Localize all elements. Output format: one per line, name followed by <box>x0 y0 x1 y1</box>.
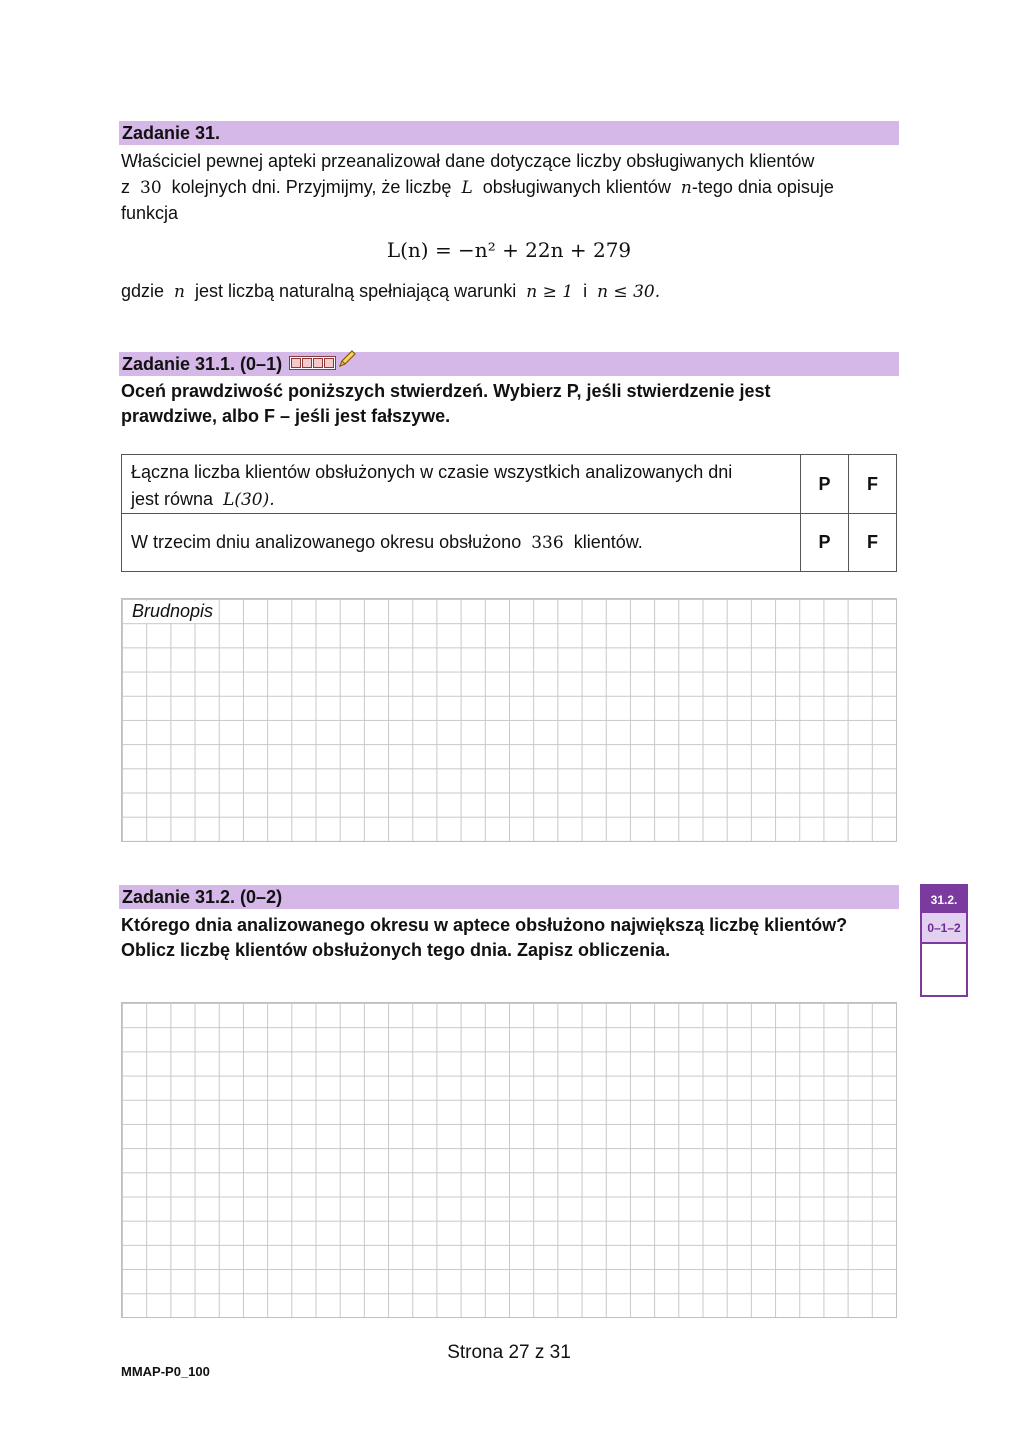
statement-2 <box>131 529 791 557</box>
task-31-header-bar <box>119 121 899 145</box>
task-31-2-title: Zadanie 31.2. (0–2) <box>122 887 283 907</box>
intro-text: kolejnych dni. Przyjmijmy, że liczbę <box>171 177 452 197</box>
answer-f-1[interactable]: F <box>848 455 896 513</box>
pencil-icon <box>337 349 357 369</box>
math-n: n <box>174 282 185 302</box>
function-formula: L(n) = −n² + 22n + 279 <box>386 238 632 262</box>
intro-text: obsługiwanych klientów <box>482 177 671 197</box>
statement-1-line2 <box>131 486 791 514</box>
task-31-condition <box>121 278 660 305</box>
task-31-intro-line3: funkcja <box>121 203 179 223</box>
math-cond-1: n ≥ 1 <box>526 282 574 302</box>
exam-code: MMAP-P0_100 <box>121 1364 210 1379</box>
task-tools <box>289 356 357 370</box>
math-L: L <box>461 178 473 198</box>
score-label: 31.2. <box>922 886 966 913</box>
statement-1-line1: Łączna liczba klientów obsłużonych w czasie wszystkich analizowanych dni <box>131 462 733 482</box>
cond-text: i <box>583 281 588 301</box>
answer-p-1[interactable]: P <box>800 455 848 513</box>
cond-text: jest liczbą naturalną spełniającą warunki <box>195 281 517 301</box>
score-range: 0–1–2 <box>922 913 966 944</box>
task-31-2-instruction-line2: Oblicz liczbę klientów obsłużonych tego dnia. Zapisz obliczenia. <box>121 940 671 960</box>
score-entry[interactable] <box>922 944 966 995</box>
statement-text: W trzecim dniu analizowanego okresu obsłużono <box>131 532 522 552</box>
task-31-1-header-bar <box>119 352 899 376</box>
task-31-intro-line2 <box>121 174 834 201</box>
scratch-label: Brudnopis <box>128 601 216 623</box>
math-cond-2: n ≤ 30. <box>597 282 661 302</box>
intro-text: z <box>121 177 130 197</box>
answer-f-2[interactable]: F <box>848 514 896 571</box>
statement-text: jest równa <box>131 489 214 509</box>
task-31-intro-line1: Właściciel pewnej apteki przeanalizował dane dotyczące liczby obsługiwanych klientów <box>121 151 815 171</box>
scratch-grid[interactable] <box>121 598 897 842</box>
math-336: 336 <box>531 533 564 553</box>
statement-text: klientów. <box>573 532 643 552</box>
math-30: 30 <box>140 178 162 198</box>
calculator-keys-icon <box>289 356 336 370</box>
task-31-2-instruction-line1: Którego dnia analizowanego okresu w aptece obsłużono największą liczbę klientów? <box>121 915 848 935</box>
answer-p-2[interactable]: P <box>800 514 848 571</box>
intro-text: -tego dnia opisuje <box>691 177 834 197</box>
math-L30: L(30). <box>223 490 275 510</box>
page-number: Strona 27 z 31 <box>447 1342 571 1363</box>
task-31-2-header-bar <box>119 885 899 909</box>
math-n: n <box>680 178 692 198</box>
score-box <box>920 884 968 997</box>
task-31-1-instruction-line1: Oceń prawdziwość poniższych stwierdzeń. Wybierz P, jeśli stwierdzenie jest <box>121 381 771 401</box>
true-false-table <box>121 454 897 572</box>
cond-text: gdzie <box>121 281 165 301</box>
task-31-title: Zadanie 31. <box>122 123 221 143</box>
table-row <box>122 455 896 514</box>
task-31-1-title: Zadanie 31.1. (0–1) <box>122 354 283 374</box>
statement-1 <box>131 459 791 514</box>
table-row <box>122 514 896 571</box>
task-31-1-instruction-line2: prawdziwe, albo F – jeśli jest fałszywe. <box>121 406 451 426</box>
answer-grid[interactable] <box>121 1002 897 1318</box>
